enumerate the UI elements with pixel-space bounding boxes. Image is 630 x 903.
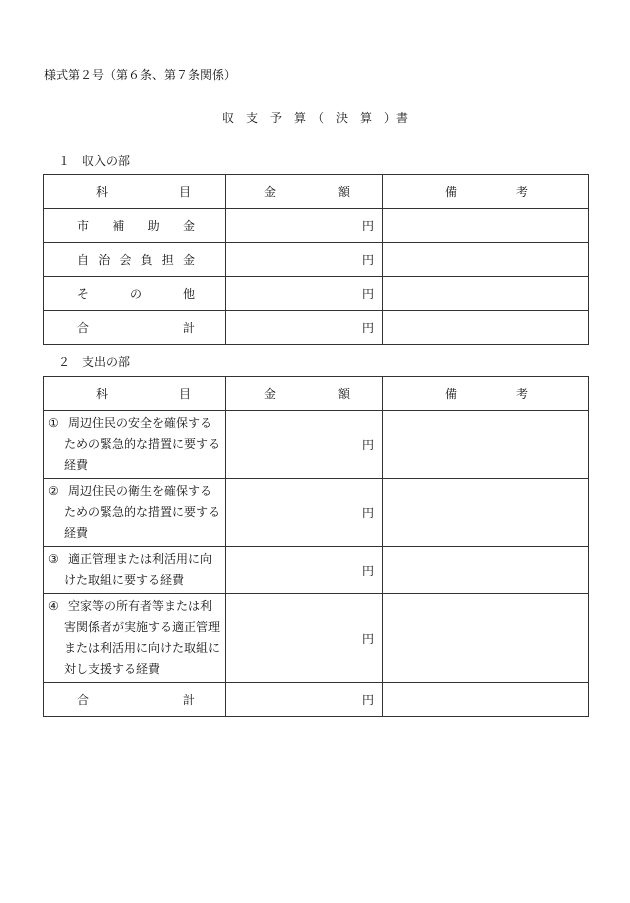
income-item-other: そ の 他 bbox=[44, 277, 226, 311]
expense-item-safety: ① 周辺住民の安全を確保する ための緊急的な措置に要する 経費 bbox=[44, 411, 226, 479]
expense-heading: ２ 支出の部 bbox=[58, 355, 131, 369]
table-row bbox=[44, 411, 589, 479]
table-row bbox=[44, 243, 589, 277]
document-title: 収 支 予 算 （ 決 算 ）書 bbox=[221, 111, 408, 125]
expense-item-support: ④ 空家等の所有者等または利 害関係者が実施する適正管理 または利活用に向けた取組に 対し支援する経費 bbox=[44, 594, 226, 683]
remarks-cell[interactable] bbox=[383, 411, 589, 479]
amount-cell[interactable]: 円 bbox=[226, 594, 383, 683]
amount-cell[interactable]: 円 bbox=[226, 209, 383, 243]
amount-cell[interactable]: 円 bbox=[226, 479, 383, 547]
remarks-cell[interactable] bbox=[383, 311, 589, 345]
amount-cell[interactable]: 円 bbox=[226, 277, 383, 311]
income-table bbox=[43, 174, 589, 345]
amount-header: 金 額 bbox=[226, 175, 383, 209]
subject-header: 科 目 bbox=[44, 377, 226, 411]
expense-table bbox=[43, 376, 589, 717]
form-number: 様式第２号（第６条、第７条関係） bbox=[44, 68, 237, 82]
subject-header: 科 目 bbox=[44, 175, 226, 209]
remarks-cell[interactable] bbox=[383, 683, 589, 717]
remarks-cell[interactable] bbox=[383, 209, 589, 243]
remarks-cell[interactable] bbox=[383, 243, 589, 277]
remarks-cell[interactable] bbox=[383, 479, 589, 547]
table-row bbox=[44, 311, 589, 345]
amount-cell[interactable]: 円 bbox=[226, 683, 383, 717]
income-heading: １ 収入の部 bbox=[58, 154, 131, 168]
remarks-cell[interactable] bbox=[383, 594, 589, 683]
remarks-header: 備 考 bbox=[383, 175, 589, 209]
amount-cell[interactable]: 円 bbox=[226, 243, 383, 277]
table-row bbox=[44, 547, 589, 594]
remarks-cell[interactable] bbox=[383, 547, 589, 594]
table-row bbox=[44, 209, 589, 243]
income-total: 合 計 bbox=[44, 311, 226, 345]
remarks-header: 備 考 bbox=[383, 377, 589, 411]
amount-header: 金 額 bbox=[226, 377, 383, 411]
amount-cell[interactable]: 円 bbox=[226, 547, 383, 594]
expense-item-hygiene: ② 周辺住民の衛生を確保する ための緊急的な措置に要する 経費 bbox=[44, 479, 226, 547]
income-item-association: 自 治 会 負 担 金 bbox=[44, 243, 226, 277]
table-row bbox=[44, 683, 589, 717]
remarks-cell[interactable] bbox=[383, 277, 589, 311]
amount-cell[interactable]: 円 bbox=[226, 311, 383, 345]
income-header-row bbox=[44, 175, 589, 209]
expense-total: 合 計 bbox=[44, 683, 226, 717]
expense-item-management: ③ 適正管理または利活用に向 けた取組に要する経費 bbox=[44, 547, 226, 594]
income-item-subsidy: 市 補 助 金 bbox=[44, 209, 226, 243]
table-row bbox=[44, 594, 589, 683]
table-row bbox=[44, 277, 589, 311]
table-row bbox=[44, 479, 589, 547]
expense-header-row bbox=[44, 377, 589, 411]
amount-cell[interactable]: 円 bbox=[226, 411, 383, 479]
